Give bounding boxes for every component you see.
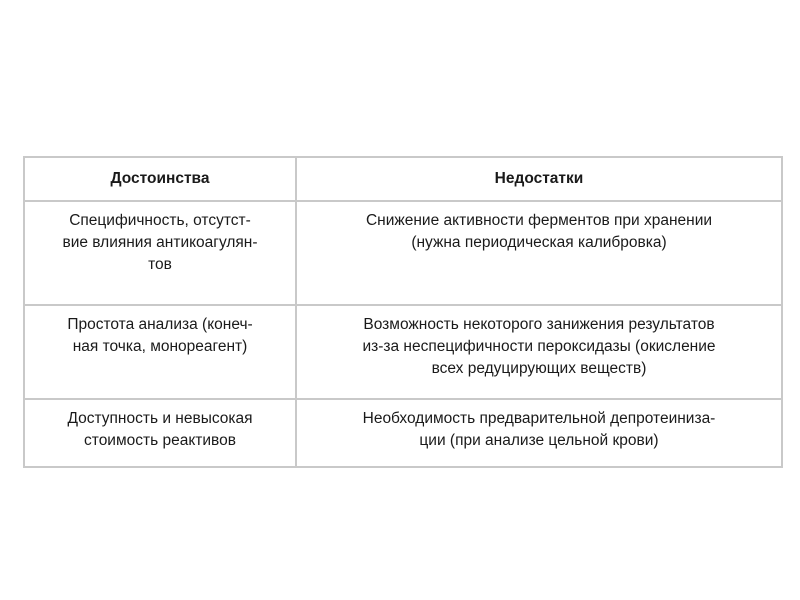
advantage-cell: Простота анализа (конеч- ная точка, монореагент) [24,305,296,399]
advantage-cell: Специфичность, отсутст- вие влияния антикоагулян- тов [24,201,296,305]
pros-cons-table [23,156,783,468]
disadvantage-cell: Возможность некоторого занижения результатов из-за неспецифичности пероксидазы (окисление всех редуцирующих веществ) [296,305,782,399]
table-header-row [24,157,782,201]
disadvantage-cell: Необходимость предварительной депротеиниза- ции (при анализе цельной крови) [296,399,782,467]
table-row [24,399,782,467]
header-advantages: Достоинства [24,157,296,201]
table-row [24,305,782,399]
disadvantage-cell: Снижение активности ферментов при хранении (нужна периодическая калибровка) [296,201,782,305]
table-row [24,201,782,305]
advantage-cell: Доступность и невысокая стоимость реактивов [24,399,296,467]
header-disadvantages: Недостатки [296,157,782,201]
